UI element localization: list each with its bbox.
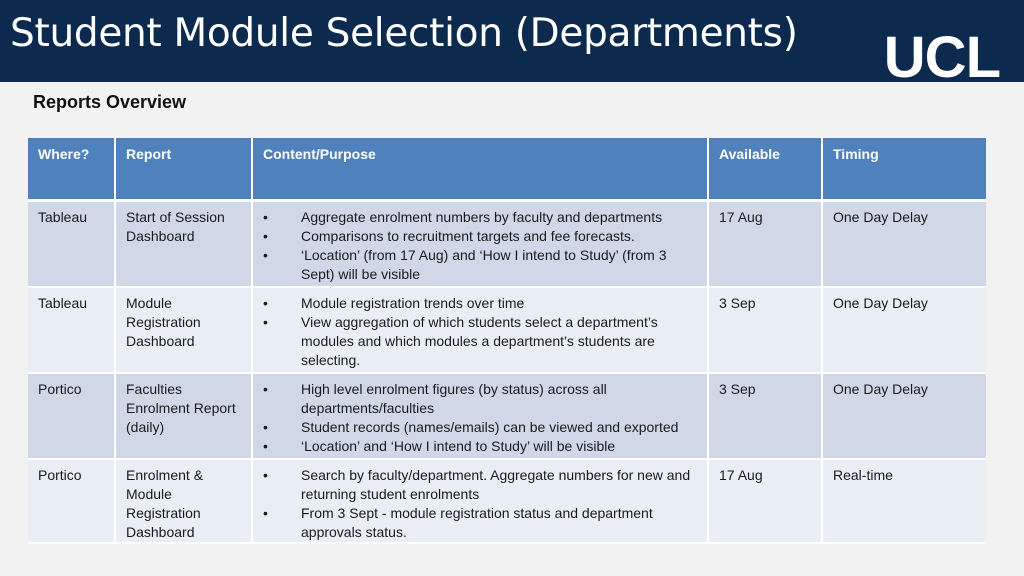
cell-purpose bbox=[253, 374, 709, 460]
cell-available: 17 Aug bbox=[709, 460, 823, 544]
cell-available: 17 Aug bbox=[709, 202, 823, 288]
header-bar bbox=[0, 0, 1024, 90]
table-row bbox=[28, 202, 986, 288]
column-header-report: Report bbox=[116, 138, 253, 202]
purpose-item: • Search by faculty/department. Aggregate numbers for new and returning student enrolments bbox=[263, 466, 697, 504]
cell-timing: One Day Delay bbox=[823, 374, 986, 460]
cell-purpose bbox=[253, 460, 709, 544]
purpose-list bbox=[263, 208, 697, 284]
cell-timing: One Day Delay bbox=[823, 202, 986, 288]
cell-purpose bbox=[253, 202, 709, 288]
purpose-list bbox=[263, 466, 697, 542]
table-header-row bbox=[28, 138, 986, 202]
purpose-item: • From 3 Sept - module registration status and department approvals status. bbox=[263, 504, 697, 542]
cell-where: Tableau bbox=[28, 288, 116, 374]
purpose-list bbox=[263, 380, 697, 456]
reports-table bbox=[28, 138, 986, 544]
column-header-timing: Timing bbox=[823, 138, 986, 202]
table-row bbox=[28, 288, 986, 374]
cell-where: Portico bbox=[28, 460, 116, 544]
ucl-logo: UCL bbox=[883, 25, 1000, 90]
purpose-list bbox=[263, 294, 697, 370]
cell-timing: One Day Delay bbox=[823, 288, 986, 374]
cell-report: Module Registration Dashboard bbox=[116, 288, 253, 374]
cell-where: Portico bbox=[28, 374, 116, 460]
purpose-item: • Aggregate enrolment numbers by faculty and departments bbox=[263, 208, 697, 227]
cell-purpose bbox=[253, 288, 709, 374]
purpose-item: • ‘Location’ and ‘How I intend to Study’ will be visible bbox=[263, 437, 697, 456]
section-subtitle: Reports Overview bbox=[33, 92, 187, 112]
purpose-item: • Student records (names/emails) can be viewed and exported bbox=[263, 418, 697, 437]
cell-report: Start of Session Dashboard bbox=[116, 202, 253, 288]
cell-available: 3 Sep bbox=[709, 288, 823, 374]
purpose-item: • Comparisons to recruitment targets and fee forecasts. bbox=[263, 227, 697, 246]
table-row bbox=[28, 460, 986, 544]
column-header-available: Available bbox=[709, 138, 823, 202]
column-header-where: Where? bbox=[28, 138, 116, 202]
column-header-content-purpose: Content/Purpose bbox=[253, 138, 709, 202]
cell-timing: Real-time bbox=[823, 460, 986, 544]
purpose-item: • View aggregation of which students select a department’s modules and which modules a department’s students are selecting. bbox=[263, 313, 697, 370]
cell-available: 3 Sep bbox=[709, 374, 823, 460]
cell-where: Tableau bbox=[28, 202, 116, 288]
cell-report: Enrolment & Module Registration Dashboard bbox=[116, 460, 253, 544]
purpose-item: • Module registration trends over time bbox=[263, 294, 697, 313]
purpose-item: • ‘Location’ (from 17 Aug) and ‘How I intend to Study’ (from 3 Sept) will be visible bbox=[263, 246, 697, 284]
table-row bbox=[28, 374, 986, 460]
purpose-item: • High level enrolment figures (by status) across all departments/faculties bbox=[263, 380, 697, 418]
cell-report: Faculties Enrolment Report (daily) bbox=[116, 374, 253, 460]
page-title: Student Module Selection (Departments) bbox=[10, 11, 798, 56]
